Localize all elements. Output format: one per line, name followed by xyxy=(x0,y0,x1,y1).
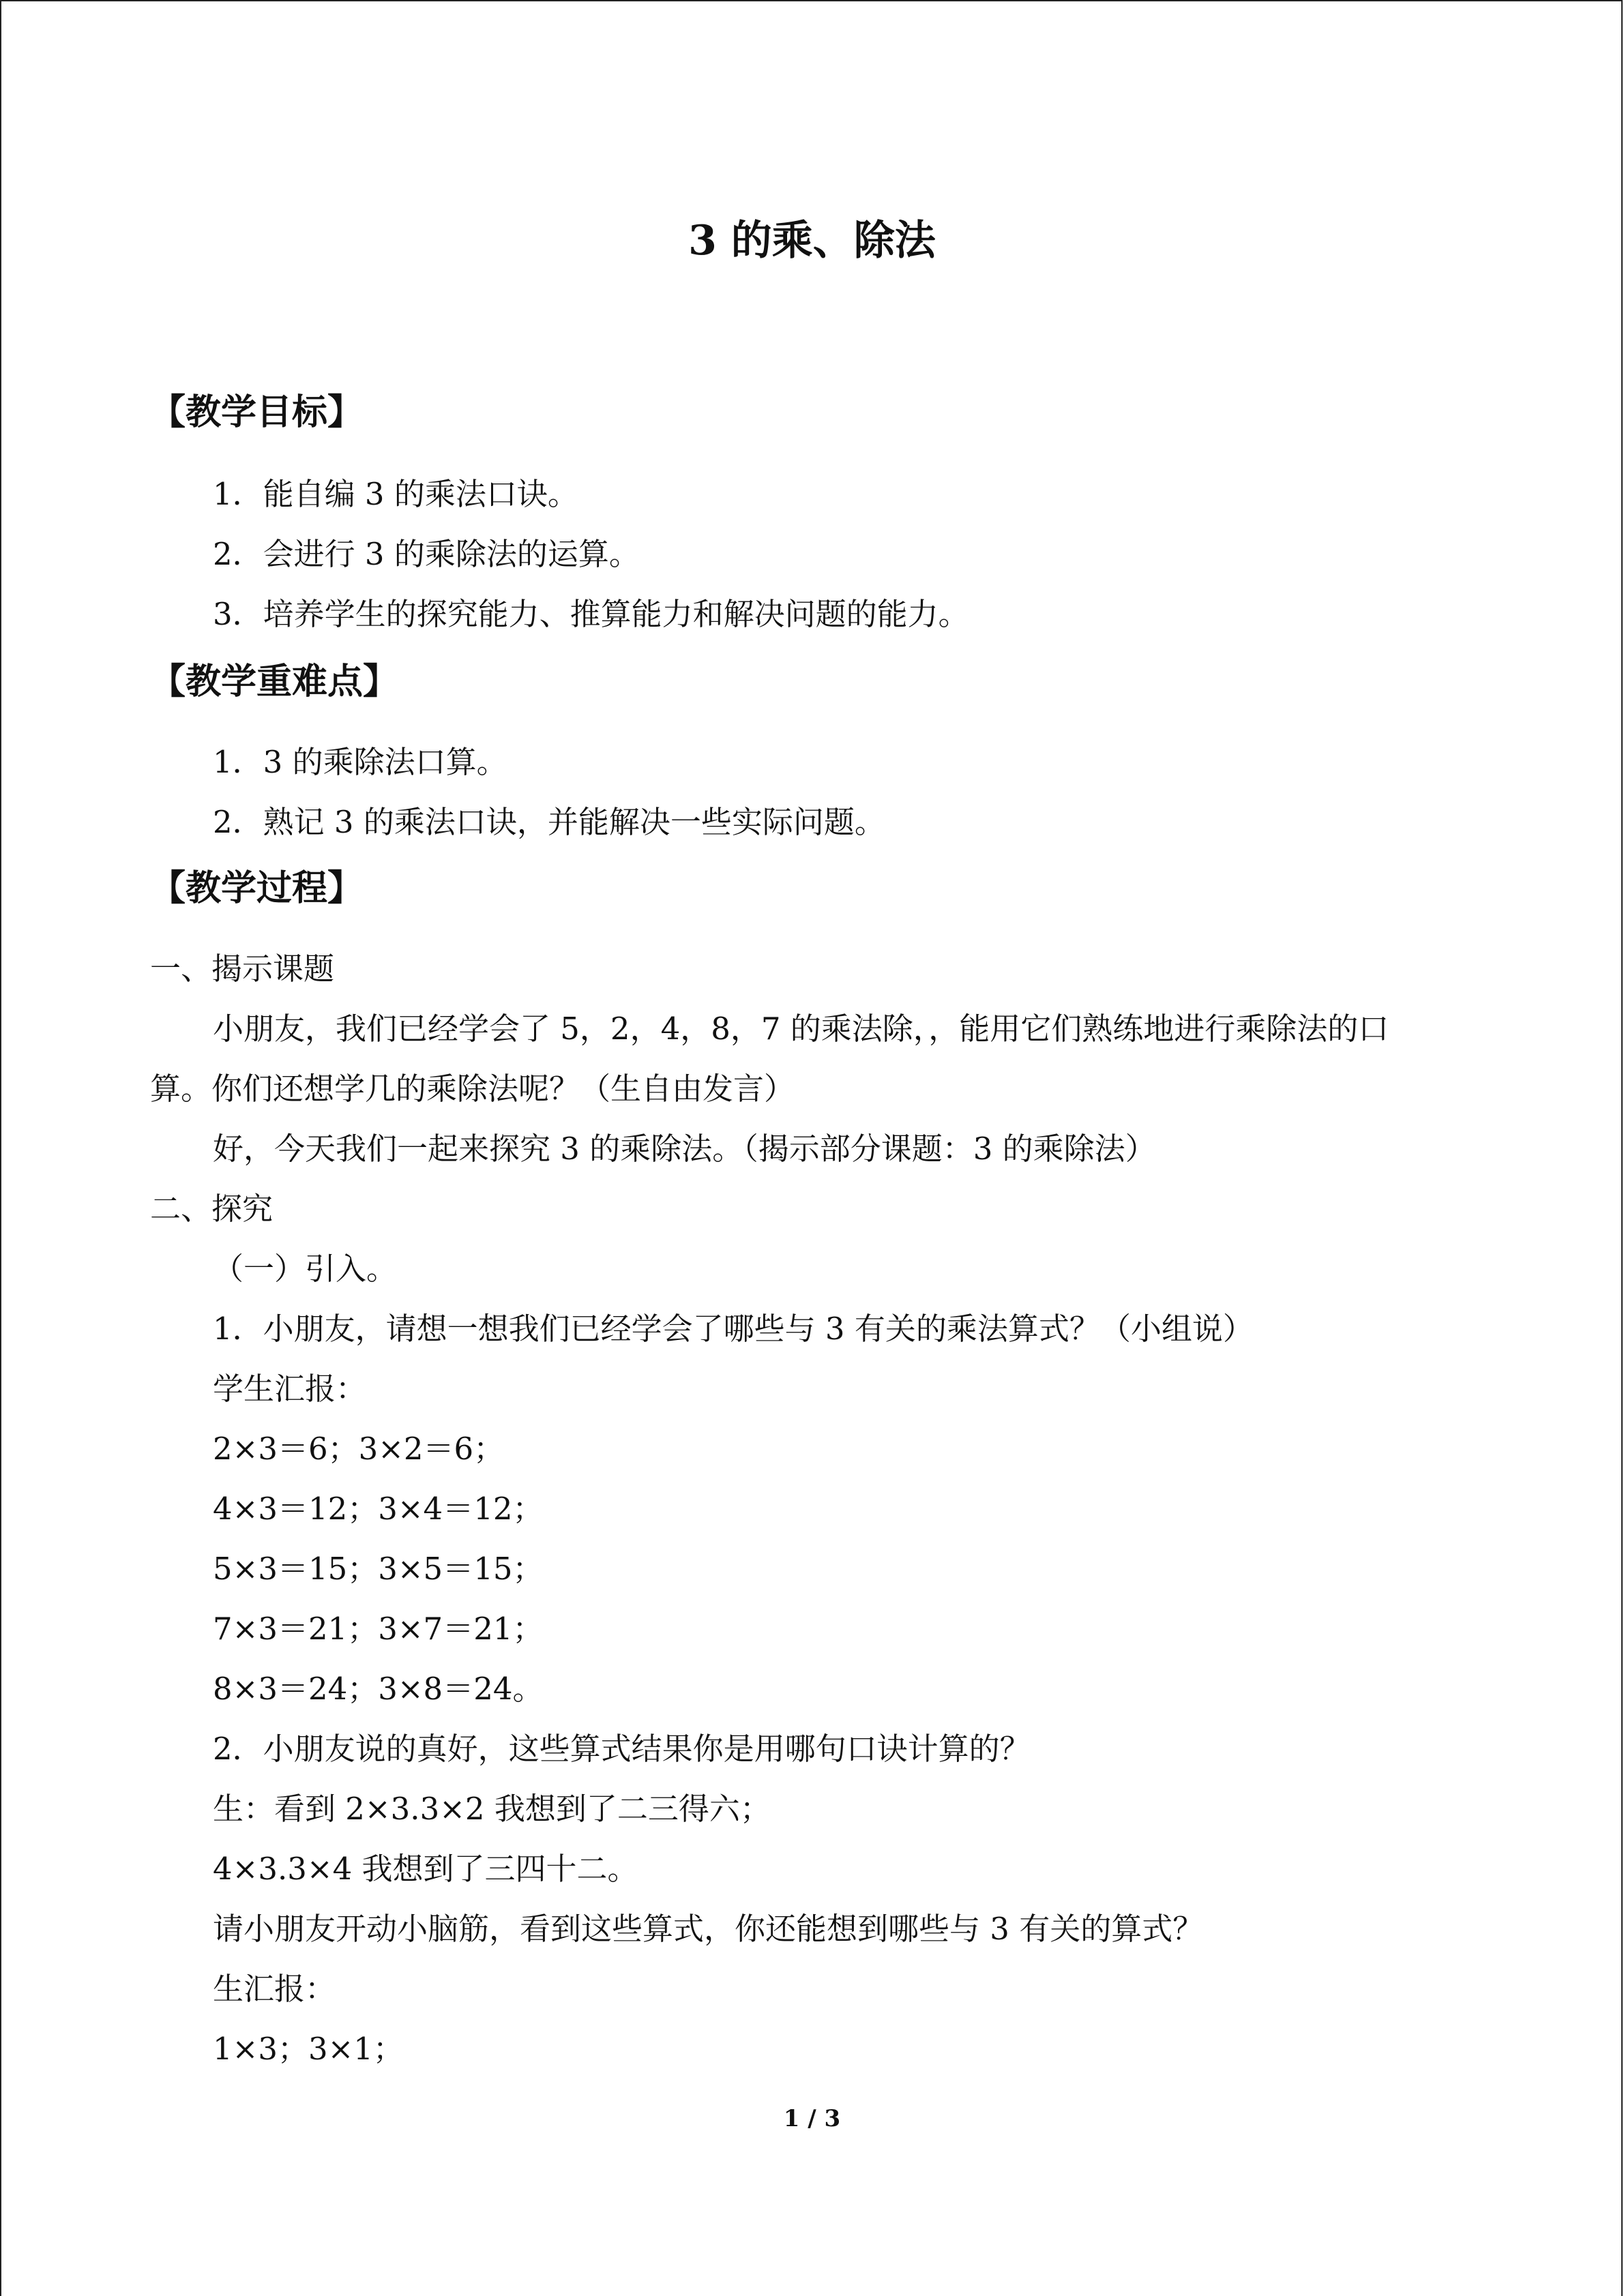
objective-item: 1．能自编 3 的乘法口诀。 xyxy=(213,476,578,512)
process-line: 1．小朋友，请想一想我们已经学会了哪些与 3 有关的乘法算式？（小组说） xyxy=(213,1311,1254,1347)
section-heading-objectives: 【教学目标】 xyxy=(150,392,364,433)
process-line: 生：看到 2×3.3×2 我想到了二三得六； xyxy=(213,1791,771,1827)
equation-line: 1×3；3×1； xyxy=(213,2031,404,2067)
process-line: 请小朋友开动小脑筋，看到这些算式，你还能想到哪些与 3 有关的算式？ xyxy=(213,1911,1204,1947)
process-line: 生汇报： xyxy=(213,1971,336,2007)
equation-line: 5×3＝15；3×5＝15； xyxy=(213,1551,544,1587)
equation-line: 8×3＝24；3×8＝24。 xyxy=(213,1671,544,1707)
process-paragraph-line: 小朋友，我们已经学会了 5，2，4，8，7 的乘法除，，能用它们熟练地进行乘除法的口 xyxy=(213,1011,1389,1047)
section-heading-key-points: 【教学重难点】 xyxy=(150,661,399,702)
process-line: 4×3.3×4 我想到了三四十二。 xyxy=(213,1851,638,1887)
equation-line: 2×3＝6；3×2＝6； xyxy=(213,1431,505,1467)
key-point-item: 1．3 的乘除法口算。 xyxy=(213,744,507,780)
equation-line: 4×3＝12；3×4＝12； xyxy=(213,1491,544,1527)
process-subheading: 一、揭示课题 xyxy=(150,951,335,987)
process-subheading: 二、探究 xyxy=(150,1191,274,1227)
objective-item: 2．会进行 3 的乘除法的运算。 xyxy=(213,536,640,572)
document-title: 3 的乘、除法 xyxy=(688,217,936,265)
key-point-item: 2．熟记 3 的乘法口诀，并能解决一些实际问题。 xyxy=(213,804,885,840)
process-line: 学生汇报： xyxy=(213,1371,367,1407)
section-heading-process: 【教学过程】 xyxy=(150,868,364,909)
page-number: 1 / 3 xyxy=(783,2105,841,2132)
process-line: 2．小朋友说的真好，这些算式结果你是用哪句口诀计算的？ xyxy=(213,1731,1031,1767)
equation-line: 7×3＝21；3×7＝21； xyxy=(213,1611,544,1647)
process-paragraph-line: 好，今天我们一起来探究 3 的乘除法。（揭示部分课题：3 的乘除法） xyxy=(213,1131,1156,1167)
process-line: （一）引入。 xyxy=(213,1251,398,1287)
objective-item: 3．培养学生的探究能力、推算能力和解决问题的能力。 xyxy=(213,596,969,632)
process-paragraph-line: 算。你们还想学几的乘除法呢？（生自由发言） xyxy=(150,1071,795,1107)
